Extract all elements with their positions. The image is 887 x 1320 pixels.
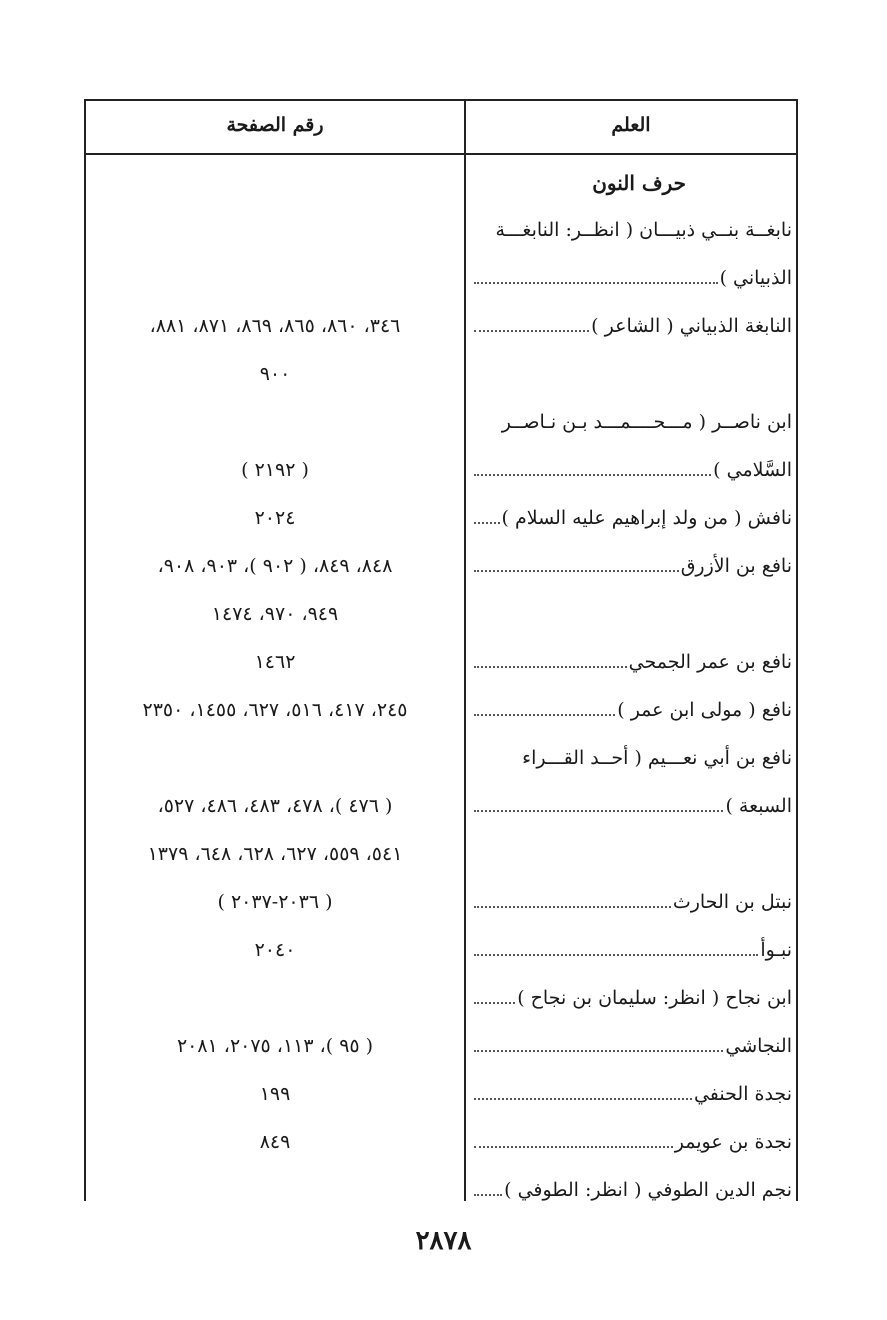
entry-name: النجاشي (725, 1035, 792, 1057)
entry-name-cell (474, 1179, 792, 1201)
table-row (86, 459, 796, 489)
entry-pages: ٩٤٩، ٩٧٠، ١٤٧٤ (211, 603, 339, 625)
entry-name: الذبياني ) (719, 267, 792, 289)
table-row (86, 411, 796, 441)
entry-pages: ٥٤١، ٥٥٩، ٦٢٧، ٦٢٨، ٦٤٨، ١٣٧٩ (147, 843, 403, 865)
entry-name-cell (474, 411, 792, 433)
entry-name: نبـوأ (760, 939, 792, 961)
entry-name: نجدة بن عويمر (674, 1131, 792, 1153)
leader-dots (474, 569, 679, 572)
entry-name: نافع بن عمر الجمحي (628, 651, 792, 673)
entry-name-cell (474, 267, 792, 289)
entry-pages: ١٤٦٢ (254, 651, 296, 673)
table-row (86, 699, 796, 729)
entry-pages: ( ٢٠٣٦-٢٠٣٧ ) (217, 891, 333, 913)
leader-dots (474, 905, 671, 908)
entry-name: ابن ناصــر ( مـــحــــمـــد بـن نـاصــر (501, 411, 792, 433)
entry-name: نافع بن الأزرق (680, 555, 792, 577)
entry-name-cell (474, 651, 792, 673)
leader-dots (474, 1193, 502, 1196)
leader-dots (474, 1097, 692, 1100)
entry-name: نابغــة بنــي ذبيـــان ( انظــر: النابغـــة (495, 219, 792, 241)
table-row (86, 1131, 796, 1161)
table-row (86, 1179, 796, 1209)
table-row (86, 939, 796, 969)
entry-name-cell (474, 219, 792, 241)
leader-dots (474, 1145, 673, 1148)
table-row (86, 603, 796, 633)
page-number: ٢٨٧٨ (415, 1226, 472, 1256)
table-row (86, 555, 796, 585)
table-row (86, 987, 796, 1017)
entry-pages: ٨٤٩ (259, 1131, 291, 1153)
entry-name: السَّلامي ) (713, 459, 792, 481)
leader-dots (474, 809, 723, 812)
table-row (86, 891, 796, 921)
table-row (86, 1083, 796, 1113)
table-row (86, 1035, 796, 1065)
table-row (86, 843, 796, 873)
leader-dots (474, 953, 758, 956)
leader-dots (474, 713, 615, 716)
page-column-header: رقم الصفحة (226, 114, 324, 136)
table-row (86, 219, 796, 249)
index-table (84, 99, 798, 1201)
entry-name-cell (474, 891, 792, 913)
entry-name-cell (474, 1131, 792, 1153)
entry-name-cell (474, 939, 792, 961)
name-column-header: العلم (611, 114, 651, 136)
entry-name: نجم الدين الطوفي ( انظر: الطوفي ) (504, 1179, 792, 1201)
table-row (86, 747, 796, 777)
entry-name-cell (474, 1035, 792, 1057)
leader-dots (474, 473, 711, 476)
entry-name-cell (474, 699, 792, 721)
table-row (86, 651, 796, 681)
entry-pages: ٢٠٢٤ (254, 507, 296, 529)
entry-pages: ١٩٩ (259, 1083, 291, 1105)
entry-name: نبتل بن الحارث (672, 891, 792, 913)
entry-name: السبعة ) (725, 795, 792, 817)
table-header (86, 101, 796, 155)
table-row (86, 363, 796, 393)
entry-pages: ٢٠٤٠ (254, 939, 296, 961)
entry-name: ابن نجاح ( انظر: سليمان بن نجاح ) (517, 987, 792, 1009)
entry-pages: ( ٤٧٦ )، ٤٧٨، ٤٨٣، ٤٨٦، ٥٢٧، (157, 795, 393, 817)
entry-name: النابغة الذبياني ( الشاعر ) (591, 315, 792, 337)
entry-name-cell (474, 987, 792, 1009)
entry-name-cell (474, 507, 792, 529)
table-row (86, 267, 796, 297)
entry-name-cell (474, 795, 792, 817)
entry-name-cell (474, 747, 792, 769)
leader-dots (474, 329, 589, 332)
entry-pages: ( ٢١٩٢ ) (241, 459, 309, 481)
entry-pages: ٨٤٨، ٨٤٩، ( ٩٠٢ )، ٩٠٣، ٩٠٨، (157, 555, 393, 577)
entry-name-cell (474, 315, 792, 337)
table-row (86, 795, 796, 825)
leader-dots (474, 1049, 723, 1052)
table-row (86, 315, 796, 345)
leader-dots (474, 521, 500, 524)
entry-name: نافع بن أبي نعـــيم ( أحــد القـــراء (522, 747, 792, 769)
entry-pages: ٣٤٦، ٨٦٠، ٨٦٥، ٨٦٩، ٨٧١، ٨٨١، (149, 315, 401, 337)
entry-name-cell (474, 555, 792, 577)
entry-pages: ( ٩٥ )، ١١٣، ٢٠٧٥، ٢٠٨١ (176, 1035, 374, 1057)
entry-name: نجدة الحنفي (693, 1083, 792, 1105)
section-title: حرف النون (592, 171, 686, 195)
entry-name: نافش ( من ولد إبراهيم عليه السلام ) (501, 507, 792, 529)
leader-dots (474, 281, 718, 284)
entry-name: نافع ( مولى ابن عمر ) (617, 699, 792, 721)
leader-dots (474, 1001, 515, 1004)
entry-pages: ٢٤٥، ٤١٧، ٥١٦، ٦٢٧، ١٤٥٥، ٢٣٥٠ (142, 699, 408, 721)
entry-name-cell (474, 1083, 792, 1105)
table-row (86, 507, 796, 537)
leader-dots (474, 665, 627, 668)
entry-name-cell (474, 459, 792, 481)
entry-pages: ٩٠٠ (259, 363, 291, 385)
